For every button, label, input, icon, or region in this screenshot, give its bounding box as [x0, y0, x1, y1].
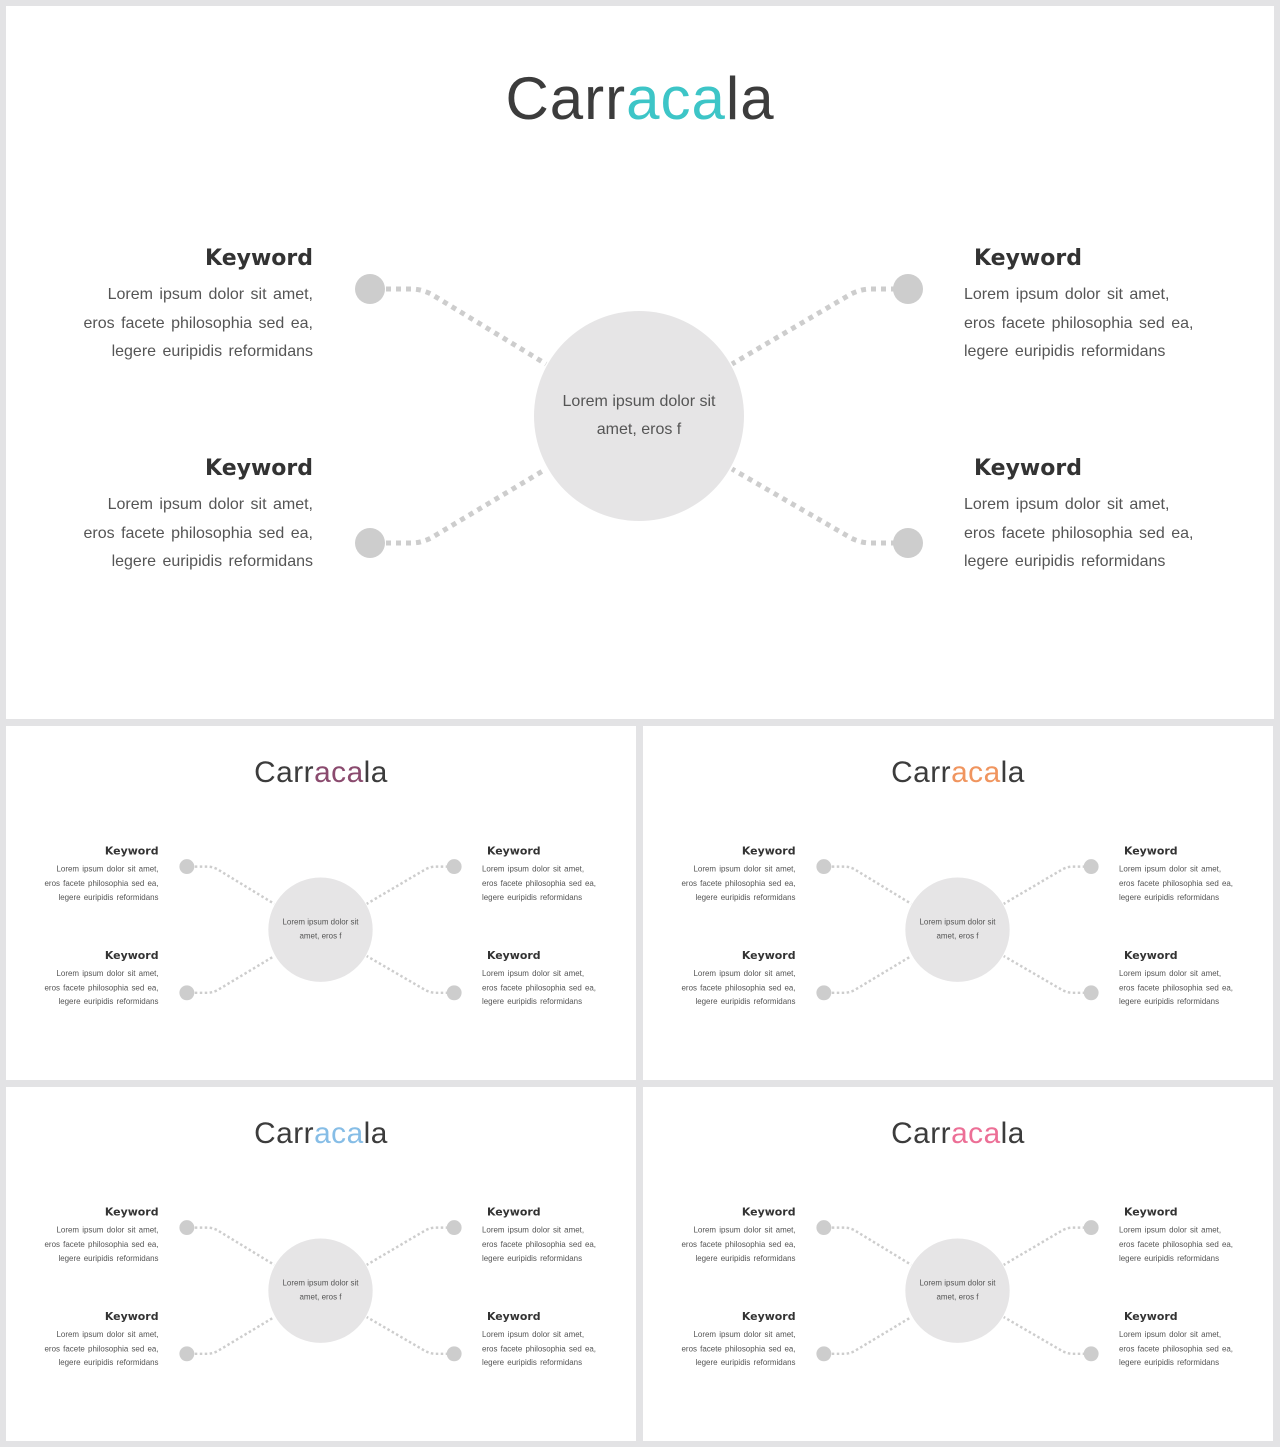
- keyword-body: [1119, 1224, 1268, 1266]
- connector-top-right: [367, 1228, 448, 1265]
- hub-circle: [905, 1239, 1009, 1343]
- keyword-block-top-right: [964, 246, 1264, 367]
- keyword-title: Keyword: [486, 845, 541, 858]
- title-part-before: Carr: [891, 1116, 952, 1150]
- keyword-line: legere euripidis reformidans: [964, 343, 1166, 360]
- keyword-line: Lorem ipsum dolor sit amet,: [1118, 1330, 1222, 1339]
- keyword-body: [964, 491, 1264, 577]
- connector-bottom-left: [195, 956, 274, 993]
- keyword-line: Lorem ipsum dolor sit amet,: [481, 1226, 585, 1235]
- keyword-body: [482, 1224, 631, 1266]
- keyword-line: legere euripidis reformidans: [111, 553, 313, 570]
- title-part-after: la: [363, 755, 388, 789]
- hub-text: Lorem ipsum dolor sit amet, eros f: [282, 918, 359, 941]
- keyword-title: Keyword: [205, 456, 313, 481]
- keyword-line: Lorem ipsum dolor sit amet,: [56, 1226, 159, 1235]
- connector-top-left: [832, 1228, 911, 1265]
- keyword-body: [482, 863, 631, 905]
- keyword-title: Keyword: [205, 246, 313, 271]
- title-part-after: la: [1000, 1116, 1025, 1150]
- keyword-body: [9, 863, 158, 905]
- connector-top-left: [195, 1228, 274, 1265]
- keyword-title: Keyword: [1123, 949, 1178, 963]
- connector-bottom-left: [832, 1317, 911, 1354]
- keyword-body: [13, 491, 313, 577]
- keyword-line: eros facete philosophia sed ea,: [1118, 983, 1233, 993]
- keyword-title: Keyword: [104, 1206, 159, 1219]
- node-dot-top-left: [179, 859, 194, 874]
- title-part-accent: aca: [314, 1116, 364, 1150]
- title-part-accent: aca: [951, 1116, 1001, 1150]
- slide-thumb-1: [6, 726, 636, 1080]
- keyword-body: [13, 281, 313, 367]
- keyword-line: eros facete philosophia sed ea,: [44, 983, 159, 993]
- keyword-block-bottom-right: [964, 456, 1264, 577]
- connector-bottom-left: [832, 956, 911, 993]
- keyword-title: Keyword: [486, 1310, 541, 1324]
- keyword-line: eros facete philosophia sed ea,: [1118, 879, 1233, 888]
- keyword-title: Keyword: [741, 845, 796, 858]
- keyword-body: [482, 967, 631, 1009]
- keyword-block-bottom-left: [13, 456, 313, 577]
- keyword-line: legere euripidis reformidans: [1118, 1358, 1220, 1368]
- keyword-title: Keyword: [1123, 1310, 1178, 1324]
- keyword-block-top-right: [1119, 845, 1268, 905]
- keyword-line: eros facete philosophia sed ea,: [1118, 1344, 1233, 1354]
- keyword-line: eros facete philosophia sed ea,: [964, 524, 1194, 542]
- connector-top-right: [1004, 1228, 1085, 1265]
- keyword-line: eros facete philosophia sed ea,: [681, 1240, 796, 1249]
- keyword-line: legere euripidis reformidans: [58, 1254, 159, 1263]
- keyword-line: Lorem ipsum dolor sit amet,: [107, 286, 313, 303]
- hub-circle: [905, 878, 1009, 982]
- keyword-line: eros facete philosophia sed ea,: [481, 1344, 596, 1354]
- keyword-line: Lorem ipsum dolor sit amet,: [481, 1330, 585, 1339]
- keyword-block-bottom-left: [646, 950, 795, 1010]
- node-dot-bottom-right: [1084, 1346, 1099, 1361]
- keyword-title: Keyword: [974, 456, 1082, 481]
- keyword-line: legere euripidis reformidans: [695, 1358, 796, 1368]
- keyword-line: Lorem ipsum dolor sit amet,: [1118, 969, 1222, 978]
- keyword-block-bottom-left: [9, 1311, 158, 1371]
- hub-text: Lorem ipsum dolor sit amet, eros f: [919, 918, 996, 941]
- node-dot-top-left: [179, 1220, 194, 1235]
- keyword-body: [1119, 967, 1268, 1009]
- slide-content: [643, 1087, 1273, 1441]
- slide-thumb-3: [6, 1087, 636, 1441]
- hub-text: Lorem ipsum dolor sit amet, eros f: [919, 1279, 996, 1302]
- connector-bottom-right: [367, 1317, 448, 1354]
- keyword-line: legere euripidis reformidans: [481, 1358, 583, 1368]
- slide-main: [6, 6, 1274, 719]
- node-dot-bottom-left: [816, 1346, 831, 1361]
- keyword-body: [646, 863, 795, 905]
- keyword-line: Lorem ipsum dolor sit amet,: [107, 496, 313, 513]
- title-part-accent: aca: [314, 755, 364, 789]
- title-part-before: Carr: [891, 755, 952, 789]
- keyword-line: eros facete philosophia sed ea,: [44, 1344, 159, 1354]
- keyword-line: legere euripidis reformidans: [58, 893, 159, 902]
- keyword-title: Keyword: [741, 1310, 796, 1324]
- keyword-body: [482, 1328, 631, 1370]
- keyword-line: eros facete philosophia sed ea,: [481, 879, 596, 888]
- keyword-body: [9, 1328, 158, 1370]
- keyword-body: [646, 967, 795, 1009]
- connector-top-left: [195, 867, 274, 904]
- node-dot-top-left: [355, 274, 385, 304]
- keyword-title: Keyword: [104, 845, 159, 858]
- slide-content: [643, 726, 1273, 1080]
- keyword-line: Lorem ipsum dolor sit amet,: [1118, 865, 1222, 874]
- title-part-before: Carr: [254, 755, 315, 789]
- keyword-line: legere euripidis reformidans: [695, 997, 796, 1007]
- keyword-block-top-left: [9, 845, 158, 905]
- title-part-after: la: [363, 1116, 388, 1150]
- keyword-block-top-right: [1119, 1206, 1268, 1266]
- node-dot-top-right: [447, 1220, 462, 1235]
- keyword-title: Keyword: [486, 1206, 541, 1219]
- keyword-block-bottom-right: [1119, 950, 1268, 1010]
- node-dot-bottom-right: [447, 985, 462, 1000]
- keyword-line: Lorem ipsum dolor sit amet,: [693, 1226, 796, 1235]
- hub-circle: [534, 311, 744, 521]
- keyword-line: legere euripidis reformidans: [58, 1358, 159, 1368]
- title-part-accent: aca: [951, 755, 1001, 789]
- keyword-block-top-right: [482, 845, 631, 905]
- title-part-before: Carr: [254, 1116, 315, 1150]
- slide-content: [6, 726, 636, 1080]
- keyword-line: Lorem ipsum dolor sit amet,: [693, 969, 796, 978]
- keyword-title: Keyword: [1123, 1206, 1178, 1219]
- keyword-line: Lorem ipsum dolor sit amet,: [481, 969, 585, 978]
- keyword-line: Lorem ipsum dolor sit amet,: [56, 1330, 159, 1339]
- slide-thumb-4: [643, 1087, 1273, 1441]
- node-dot-bottom-right: [893, 528, 923, 558]
- keyword-line: eros facete philosophia sed ea,: [44, 1240, 159, 1249]
- connector-top-right: [1004, 867, 1085, 904]
- keyword-line: Lorem ipsum dolor sit amet,: [56, 865, 159, 874]
- title-part-after: la: [725, 65, 775, 132]
- keyword-title: Keyword: [974, 246, 1082, 271]
- node-dot-top-right: [447, 859, 462, 874]
- keyword-line: Lorem ipsum dolor sit amet,: [693, 1330, 796, 1339]
- keyword-body: [1119, 1328, 1268, 1370]
- node-dot-top-right: [1084, 859, 1099, 874]
- connector-top-right: [367, 867, 448, 904]
- keyword-line: legere euripidis reformidans: [695, 1254, 796, 1263]
- keyword-line: eros facete philosophia sed ea,: [481, 1240, 596, 1249]
- keyword-block-top-left: [646, 845, 795, 905]
- keyword-line: Lorem ipsum dolor sit amet,: [56, 969, 159, 978]
- connector-bottom-right: [367, 956, 448, 993]
- keyword-line: legere euripidis reformidans: [58, 997, 159, 1007]
- keyword-line: eros facete philosophia sed ea,: [964, 314, 1194, 332]
- keyword-line: Lorem ipsum dolor sit amet,: [964, 286, 1170, 303]
- hub-text: Lorem ipsum dolor sit amet, eros f: [282, 1279, 359, 1302]
- node-dot-bottom-left: [179, 985, 194, 1000]
- keyword-title: Keyword: [104, 1310, 159, 1324]
- slide-thumb-2: [643, 726, 1273, 1080]
- keyword-body: [964, 281, 1264, 367]
- keyword-title: Keyword: [486, 949, 541, 963]
- node-dot-top-right: [893, 274, 923, 304]
- title-part-after: la: [1000, 755, 1025, 789]
- keyword-line: eros facete philosophia sed ea,: [83, 314, 313, 332]
- title-part-accent: aca: [626, 65, 726, 132]
- keyword-block-bottom-right: [482, 1311, 631, 1371]
- keyword-block-bottom-left: [646, 1311, 795, 1371]
- keyword-body: [1119, 863, 1268, 905]
- keyword-line: legere euripidis reformidans: [111, 343, 313, 360]
- node-dot-bottom-left: [179, 1346, 194, 1361]
- keyword-line: eros facete philosophia sed ea,: [1118, 1240, 1233, 1249]
- connector-top-left: [386, 289, 546, 364]
- keyword-body: [9, 967, 158, 1009]
- keyword-body: [9, 1224, 158, 1266]
- keyword-block-bottom-left: [9, 950, 158, 1010]
- node-dot-bottom-right: [1084, 985, 1099, 1000]
- keyword-block-bottom-right: [1119, 1311, 1268, 1371]
- keyword-block-top-left: [646, 1206, 795, 1266]
- keyword-line: eros facete philosophia sed ea,: [681, 983, 796, 993]
- node-dot-top-left: [816, 1220, 831, 1235]
- keyword-line: legere euripidis reformidans: [481, 1254, 583, 1263]
- keyword-title: Keyword: [741, 949, 796, 963]
- keyword-line: eros facete philosophia sed ea,: [681, 879, 796, 888]
- node-dot-bottom-right: [447, 1346, 462, 1361]
- keyword-body: [646, 1328, 795, 1370]
- keyword-line: Lorem ipsum dolor sit amet,: [1118, 1226, 1222, 1235]
- node-dot-top-right: [1084, 1220, 1099, 1235]
- connector-top-left: [832, 867, 911, 904]
- keyword-line: eros facete philosophia sed ea,: [83, 524, 313, 542]
- keyword-line: legere euripidis reformidans: [1118, 1254, 1220, 1263]
- keyword-block-top-right: [482, 1206, 631, 1266]
- title-part-before: Carr: [505, 65, 627, 132]
- keyword-line: legere euripidis reformidans: [964, 553, 1166, 570]
- keyword-title: Keyword: [104, 949, 159, 963]
- slide-content: [6, 1087, 636, 1441]
- node-dot-top-left: [816, 859, 831, 874]
- keyword-block-top-left: [13, 246, 313, 367]
- connector-top-right: [732, 289, 896, 364]
- keyword-line: eros facete philosophia sed ea,: [481, 983, 596, 993]
- keyword-title: Keyword: [741, 1206, 796, 1219]
- keyword-line: legere euripidis reformidans: [1118, 893, 1220, 902]
- keyword-line: Lorem ipsum dolor sit amet,: [693, 865, 796, 874]
- keyword-line: eros facete philosophia sed ea,: [44, 879, 159, 888]
- keyword-line: legere euripidis reformidans: [1118, 997, 1220, 1007]
- keyword-line: eros facete philosophia sed ea,: [681, 1344, 796, 1354]
- keyword-line: legere euripidis reformidans: [481, 893, 583, 902]
- node-dot-bottom-left: [355, 528, 385, 558]
- hub-circle: [268, 878, 372, 982]
- connector-bottom-left: [386, 469, 546, 543]
- connector-bottom-right: [732, 469, 896, 543]
- connector-bottom-left: [195, 1317, 274, 1354]
- keyword-body: [646, 1224, 795, 1266]
- keyword-line: Lorem ipsum dolor sit amet,: [964, 496, 1170, 513]
- keyword-line: Lorem ipsum dolor sit amet,: [481, 865, 585, 874]
- hub-circle: [268, 1239, 372, 1343]
- keyword-block-bottom-right: [482, 950, 631, 1010]
- keyword-line: legere euripidis reformidans: [481, 997, 583, 1007]
- slide-content: [6, 6, 1274, 719]
- hub-text: Lorem ipsum dolor sit amet, eros f: [562, 393, 716, 438]
- keyword-block-top-left: [9, 1206, 158, 1266]
- connector-bottom-right: [1004, 956, 1085, 993]
- keyword-title: Keyword: [1123, 845, 1178, 858]
- keyword-line: legere euripidis reformidans: [695, 893, 796, 902]
- node-dot-bottom-left: [816, 985, 831, 1000]
- connector-bottom-right: [1004, 1317, 1085, 1354]
